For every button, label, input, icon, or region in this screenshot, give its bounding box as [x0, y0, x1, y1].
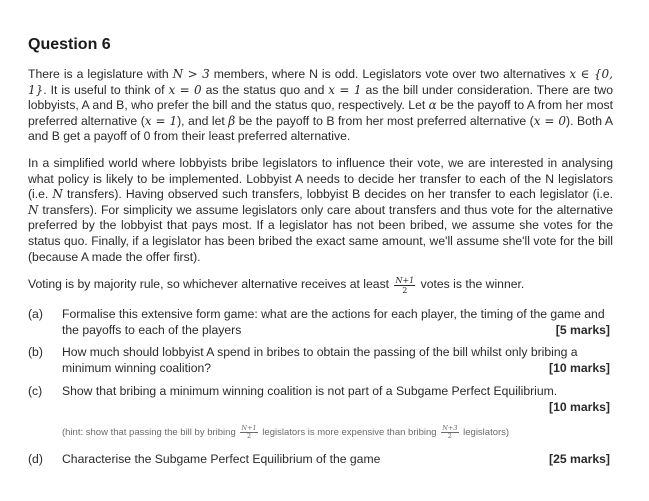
fraction-denominator: 2	[246, 432, 252, 440]
part-label: (b)	[28, 345, 43, 359]
fraction	[441, 425, 458, 440]
text: . It is useful to think of	[43, 82, 169, 97]
fraction-denominator: 2	[402, 286, 408, 295]
text: be the payoff to A from her most preferred alternative (	[28, 98, 613, 128]
marks-badge: [25 marks]	[549, 452, 610, 466]
text: be the payoff to B from her most preferred alternative (	[235, 113, 534, 128]
text: votes is the winner.	[417, 277, 525, 291]
marks-badge: [10 marks]	[549, 361, 610, 375]
part-text: Formalise this extensive form game: what are the actions for each player, the timing of the game and the payoffs to each of the players	[62, 307, 605, 337]
text: members, where N is odd. Legislators vote over two alternatives	[209, 67, 570, 81]
part-text: Show that bribing a minimum winning coalition is not part of a Subgame Perfect Equilibrium.	[62, 384, 558, 398]
math: N	[28, 202, 39, 217]
fraction-numerator: N+1	[241, 424, 257, 432]
part-a	[28, 306, 613, 340]
question-title: Question 6	[28, 36, 111, 53]
text: There is a legislature with	[28, 67, 173, 81]
math: N	[52, 187, 63, 202]
fraction	[240, 425, 257, 440]
math: α	[428, 98, 437, 113]
part-text: Characterise the Subgame Perfect Equilibrium of the game	[62, 452, 381, 466]
part-c	[28, 383, 613, 417]
intro-paragraph	[28, 67, 613, 145]
hint-note	[62, 425, 509, 440]
math: β	[228, 113, 236, 128]
text: legislators is more expensive than bribing	[259, 427, 440, 438]
part-text: How much should lobbyist A spend in bribes to obtain the passing of the bill whilst only bribing a minimum winning coalition?	[62, 345, 578, 375]
math: x = 1	[144, 113, 178, 128]
text: ), and let	[177, 113, 229, 128]
text: ). Both A and B get a payoff of 0 from their least preferred alternative.	[28, 113, 613, 144]
math: x = 1	[328, 82, 362, 97]
part-b	[28, 344, 613, 378]
math: x = 0	[168, 82, 202, 97]
text: transfers). Having observed such transfers, lobbyist B decides on her transfer to each legislator (i.e.	[62, 187, 613, 202]
marks-badge: [10 marks]	[549, 400, 610, 414]
part-label: (a)	[28, 307, 43, 321]
fraction-denominator: 2	[447, 432, 452, 440]
fraction	[394, 276, 415, 295]
fraction-numerator: N+1	[395, 276, 415, 285]
part-d	[28, 451, 613, 469]
part-label: (c)	[28, 384, 43, 398]
math: x ∈ {0, 1}	[28, 67, 613, 97]
text: (hint: show that passing the bill by bribing	[62, 427, 239, 438]
text: as the status quo and	[201, 82, 329, 97]
marks-badge: [5 marks]	[555, 323, 610, 337]
fraction-numerator: N+3	[442, 424, 458, 432]
math: N > 3	[172, 67, 210, 81]
majority-rule-paragraph	[28, 276, 613, 295]
math: x = 0	[533, 113, 567, 128]
setup-paragraph	[28, 156, 613, 265]
text: Voting is by majority rule, so whichever alternative receives at least	[28, 277, 393, 291]
text: transfers). For simplicity we assume legislators only care about transfers and thus vote for the alternative preferred by the lobbyist that pays most. If a legislator has not been bribed, we assume she votes for the status quo. Finally, if a legislator has been bribed the exact same amount, we'll assume she'll vote for the bill (because A made the offer first).	[28, 202, 613, 264]
text: legislators)	[460, 427, 510, 438]
text: as the bill under consideration. There are two lobbyists, A and B, who prefer the bill and the status quo, respectively. Let	[28, 82, 613, 113]
text: In a simplified world where lobbyists bribe legislators to influence their vote, we are interested in analysing what policy is likely to be implemented. Lobbyist A needs to decide her transfer to each of the N legislators (i.e.	[28, 156, 613, 202]
part-label: (d)	[28, 452, 43, 466]
